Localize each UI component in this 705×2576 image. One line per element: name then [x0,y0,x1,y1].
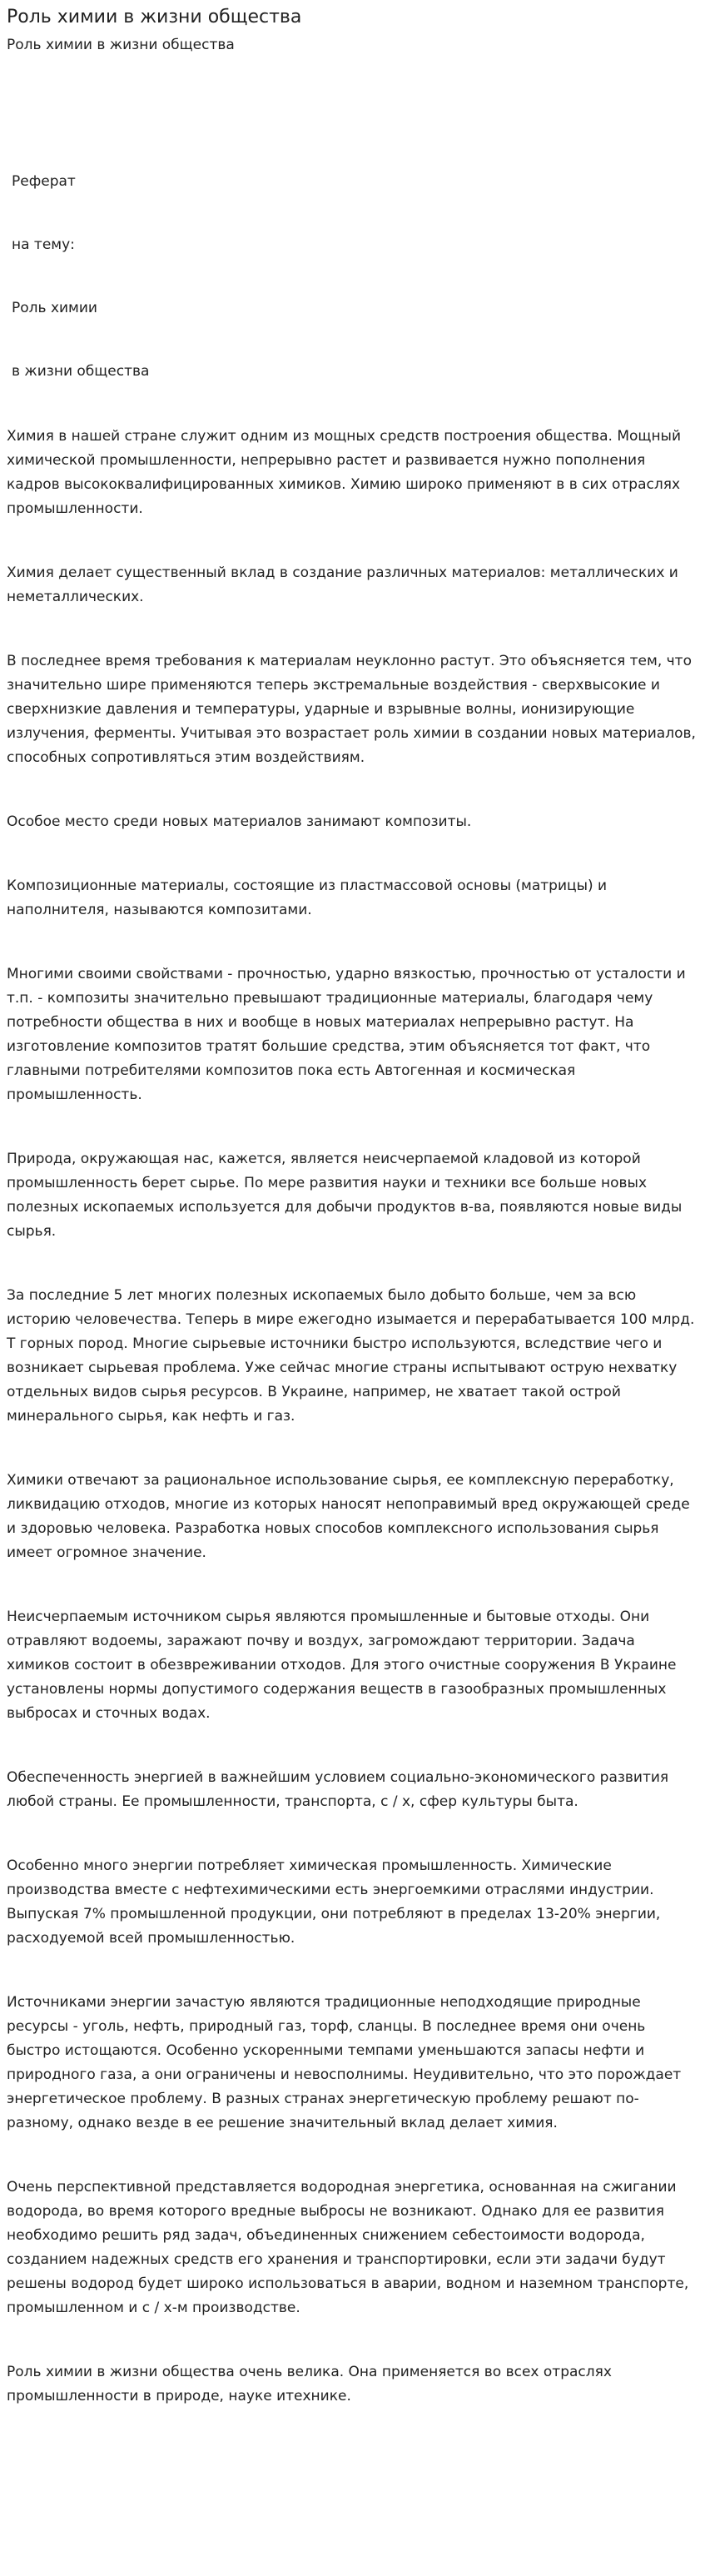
paragraph: Природа, окружающая нас, кажется, является неисчерпаемой кладовой из которой промышленность берет сырье. По мере развития науки и техники все больше новых полезных ископаемых используется для добычи продуктов в-ва, появляются новые виды сырья. [7,1151,683,1240]
paragraph: Химики отвечают за рациональное использование сырья, ее комплексную переработку, ликвидацию отходов, многие из которых наносят непоправимый вред окружающей среде и здоровью человека. Разработка новых способов комплексного использования сырья имеет огромное значение. [7,1472,690,1561]
front-line-society: в жизни общества [12,363,150,380]
paragraph: Очень перспективной представляется водородная энергетика, основанная на сжигании водорода, во время которого вредные выбросы не возникают. Однако для ее развития необходимо решить ряд задач, объединенных снижением себестоимости водорода, созданием надежных средств его хранения и транспортировки, если эти задачи будут решены водород будет широко использоваться в аварии, водном и наземном транспорте, промышленном и с / х-м производстве. [7,2179,689,2316]
paragraph: За последние 5 лет многих полезных ископаемых было добыто больше, чем за всю историю человечества. Теперь в мире ежегодно изымается и перерабатывается 100 млрд. Т горных пород. Многие сырьевые источники быстро используются, вследствие чего и возникает сырьевая проблема. Уже сейчас многие страны испытывают острую нехватку отдельных видов сырья ресурсов. В Украине, например, не хватает такой острой минерального сырья, как нефть и газ. [7,1287,695,1425]
paragraph: Химия в нашей стране служит одним из мощных средств построения общества. Мощный химической промышленности, непрерывно растет и развивается нужно пополнения кадров высококвалифицированных химиков. Химию широко применяют в в сих отраслях промышленности. [7,428,682,517]
paragraph: В последнее время требования к материалам неуклонно растут. Это объясняется тем, что значительно шире применяются теперь экстремальные воздействия - сверхвысокие и сверхнизкие давления и температуры, ударные и взрывные волны, ионизирующие излучения, ферменты. Учитывая это возрастает роль химии в создании новых материалов, способных сопротивляться этим воздействиям. [7,653,696,766]
front-line-topic: на тему: [12,236,75,253]
paragraph: Источниками энергии зачастую являются традиционные неподходящие природные ресурсы - уголь, нефть, природный газ, торф, сланцы. В последнее время они очень быстро истощаются. Особенно ускоренными темпами уменьшаются запасы нефти и природного газа, а они ограничены и невосполнимы. Неудивительно, что это порождает энергетическое проблему. В разных странах энергетическую проблему решают по-разному, однако везде в ее решение значительный вклад делает химия. [7,1994,682,2131]
paragraph: Химия делает существенный вклад в создание различных материалов: металлических и неметаллических. [7,564,678,605]
paragraph: Обеспеченность энергией в важнейшим условием социально-экономического развития любой страны. Ее промышленности, транспорта, с / х, сфер культуры быта. [7,1769,669,1810]
paragraph: Особое место среди новых материалов занимают композиты. [7,813,472,830]
page-subtitle: Роль химии в жизни общества [7,37,235,53]
page-title: Роль химии в жизни общества [7,7,302,27]
paragraph: Неисчерпаемым источником сырья являются промышленные и бытовые отходы. Они отравляют водоемы, заражают почву и воздух, загромождают территории. Задача химиков состоит в обезвреживании отходов. Для этого очистные сооружения В Украине установлены нормы допустимого содержания веществ в газообразных промышленных выбросах и сточных водах. [7,1609,677,1722]
paragraph: Роль химии в жизни общества очень велика. Она применяется во всех отраслях промышленности в природе, науке итехнике. [7,2364,612,2404]
front-line-referat: Реферат [12,173,76,190]
paragraph: Многими своими свойствами - прочностью, ударно вязкостью, прочностью от усталости и т.п. - композиты значительно превышают традиционные материалы, благодаря чему потребности общества в них и вообще в новых материалах непрерывно растут. На изготовление композитов тратят большие средства, этим объясняется тот факт, что главными потребителями композитов пока есть Автогенная и космическая промышленность. [7,966,686,1103]
title-block [7,172,698,381]
paragraph: Особенно много энергии потребляет химическая промышленность. Химические производства вместе с нефтехимическими есть энергоемкими отраслями индустрии. Выпуская 7% промышленной продукции, они потребляют в пределах 13-20% энергии, расходуемой всей промышленностью. [7,1857,661,1947]
front-line-role: Роль химии [12,300,97,316]
paragraph: Композиционные материалы, состоящие из пластмассовой основы (матрицы) и наполнителя, называются композитами. [7,878,608,918]
article-body [7,425,698,2409]
